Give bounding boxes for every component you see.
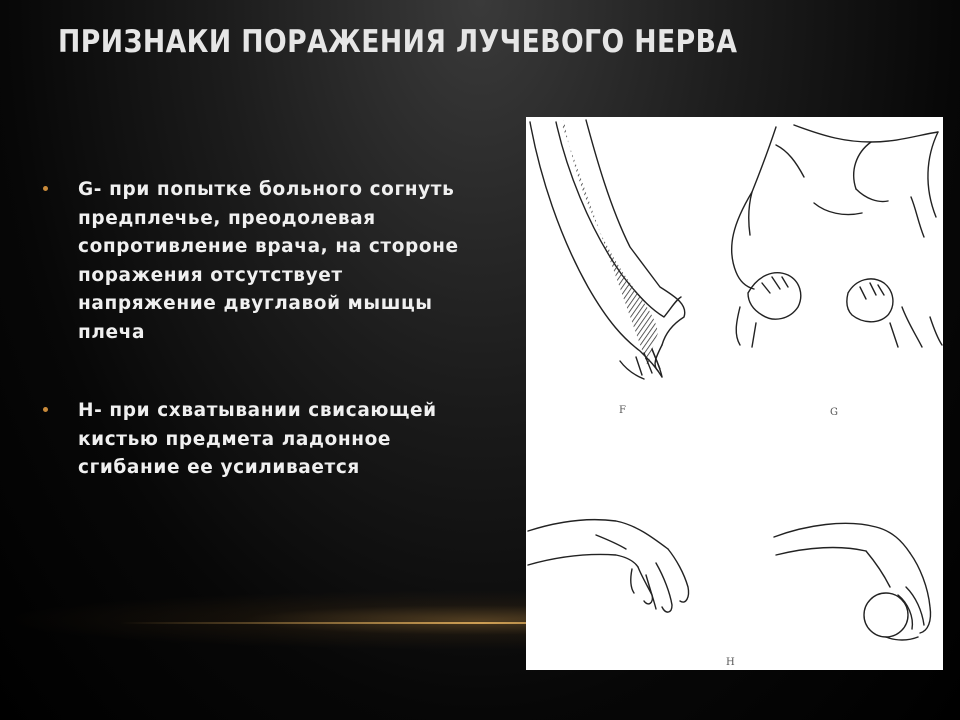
- nerve-illustration: [526, 117, 943, 670]
- figure-label-f: F: [619, 405, 626, 416]
- bullet-item: [40, 176, 470, 347]
- bullet-list: [40, 176, 470, 533]
- arm-sensory-zone-figure: [530, 120, 685, 379]
- dropped-hand-figure: [528, 520, 689, 612]
- figure-label-g: G: [830, 407, 838, 418]
- hand-with-ball-figure: [774, 523, 931, 640]
- bullet-dot-icon: [43, 407, 48, 412]
- slide-title: ПРИЗНАКИ ПОРАЖЕНИЯ ЛУЧЕВОГО НЕРВА: [58, 24, 738, 60]
- figure-label-h: H: [726, 657, 735, 668]
- illustration-panel: [526, 117, 943, 670]
- bullet-text: G- при попытке больного согнуть предплечье, преодолевая сопротивление врача, на стороне поражения отсутствует напряжение двуглавой мышцы плеча: [78, 179, 459, 343]
- bullet-dot-icon: [43, 186, 48, 191]
- torso-resistance-figure: [732, 125, 942, 347]
- bullet-text: Н- при схватывании свисающей кистью предмета ладонное сгибание ее усиливается: [78, 400, 437, 478]
- bullet-item: [40, 397, 470, 483]
